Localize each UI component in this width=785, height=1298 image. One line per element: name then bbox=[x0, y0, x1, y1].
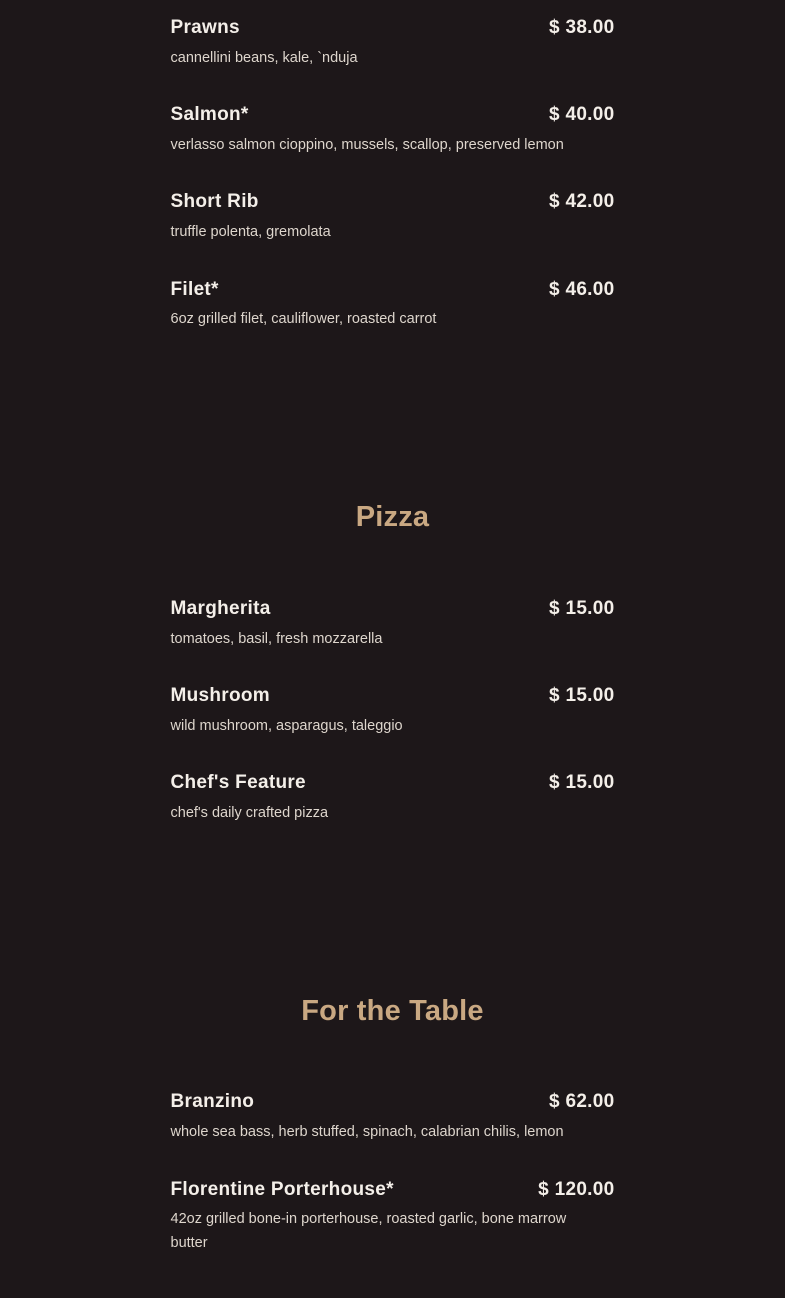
menu-content bbox=[171, 0, 615, 1298]
menu-item-description: chef's daily crafted pizza bbox=[170, 805, 329, 822]
menu-items-pizza bbox=[171, 597, 615, 826]
menu-item-name: Mushroom bbox=[170, 685, 271, 707]
menu-item-description: verlasso salmon cioppino, mussels, scallop, preserved lemon bbox=[170, 136, 564, 153]
menu-item bbox=[171, 16, 615, 70]
section-title: For the Table bbox=[301, 994, 484, 1027]
menu-item-header bbox=[171, 1090, 615, 1114]
menu-item-header bbox=[171, 16, 615, 40]
menu-item-name: Filet* bbox=[170, 278, 219, 300]
menu-item-name: Branzino bbox=[170, 1091, 255, 1113]
menu-item-price: $ 120.00 bbox=[538, 1178, 615, 1200]
menu-item-name: Chef's Feature bbox=[170, 772, 306, 794]
menu-item-price: $ 15.00 bbox=[549, 685, 615, 707]
menu-item-description: truffle polenta, gremolata bbox=[170, 224, 331, 241]
menu-item-header bbox=[171, 597, 615, 621]
menu-item bbox=[171, 190, 615, 244]
menu-item-header bbox=[171, 771, 615, 795]
menu-section-pizza bbox=[171, 365, 615, 826]
menu-item-name: Margherita bbox=[170, 597, 271, 619]
menu-section-mains bbox=[171, 0, 615, 332]
menu-item bbox=[171, 771, 615, 825]
menu-section-for-the-table bbox=[171, 859, 615, 1256]
menu-items-for-the-table bbox=[171, 1090, 615, 1255]
menu-item-description: 6oz grilled filet, cauliflower, roasted carrot bbox=[170, 311, 437, 328]
menu-item-header bbox=[171, 684, 615, 708]
menu-item-header bbox=[171, 1178, 615, 1202]
menu-item-price: $ 62.00 bbox=[549, 1091, 615, 1113]
menu-item-description: cannellini beans, kale, `nduja bbox=[170, 49, 358, 66]
menu-item-name: Short Rib bbox=[170, 191, 259, 213]
menu-items-mains bbox=[171, 16, 615, 332]
menu-item-price: $ 15.00 bbox=[549, 772, 615, 794]
menu-item-header bbox=[171, 278, 615, 302]
menu-item-name: Salmon* bbox=[170, 104, 249, 126]
menu-item bbox=[171, 684, 615, 738]
menu-item bbox=[171, 278, 615, 332]
menu-item bbox=[171, 1178, 615, 1256]
section-title: Pizza bbox=[355, 500, 430, 533]
menu-item bbox=[171, 1090, 615, 1144]
menu-item-price: $ 42.00 bbox=[549, 191, 615, 213]
menu-item-price: $ 38.00 bbox=[549, 17, 615, 38]
menu-item-price: $ 40.00 bbox=[549, 104, 615, 126]
menu-item bbox=[171, 597, 615, 651]
menu-item-description: whole sea bass, herb stuffed, spinach, calabrian chilis, lemon bbox=[170, 1124, 564, 1141]
page-bottom-spacer bbox=[171, 1288, 615, 1298]
menu-item-name: Prawns bbox=[170, 17, 240, 38]
menu-item-header bbox=[171, 103, 615, 127]
menu-item-price: $ 15.00 bbox=[549, 597, 615, 619]
menu-item-header bbox=[171, 190, 615, 214]
menu-item-description: 42oz grilled bone-in porterhouse, roasted garlic, bone marrow butter bbox=[170, 1211, 567, 1251]
menu-item bbox=[171, 103, 615, 157]
menu-item-price: $ 46.00 bbox=[549, 278, 615, 300]
menu-item-description: tomatoes, basil, fresh mozzarella bbox=[170, 630, 383, 647]
menu-item-description: wild mushroom, asparagus, taleggio bbox=[170, 717, 403, 734]
menu-item-name: Florentine Porterhouse* bbox=[170, 1178, 394, 1200]
